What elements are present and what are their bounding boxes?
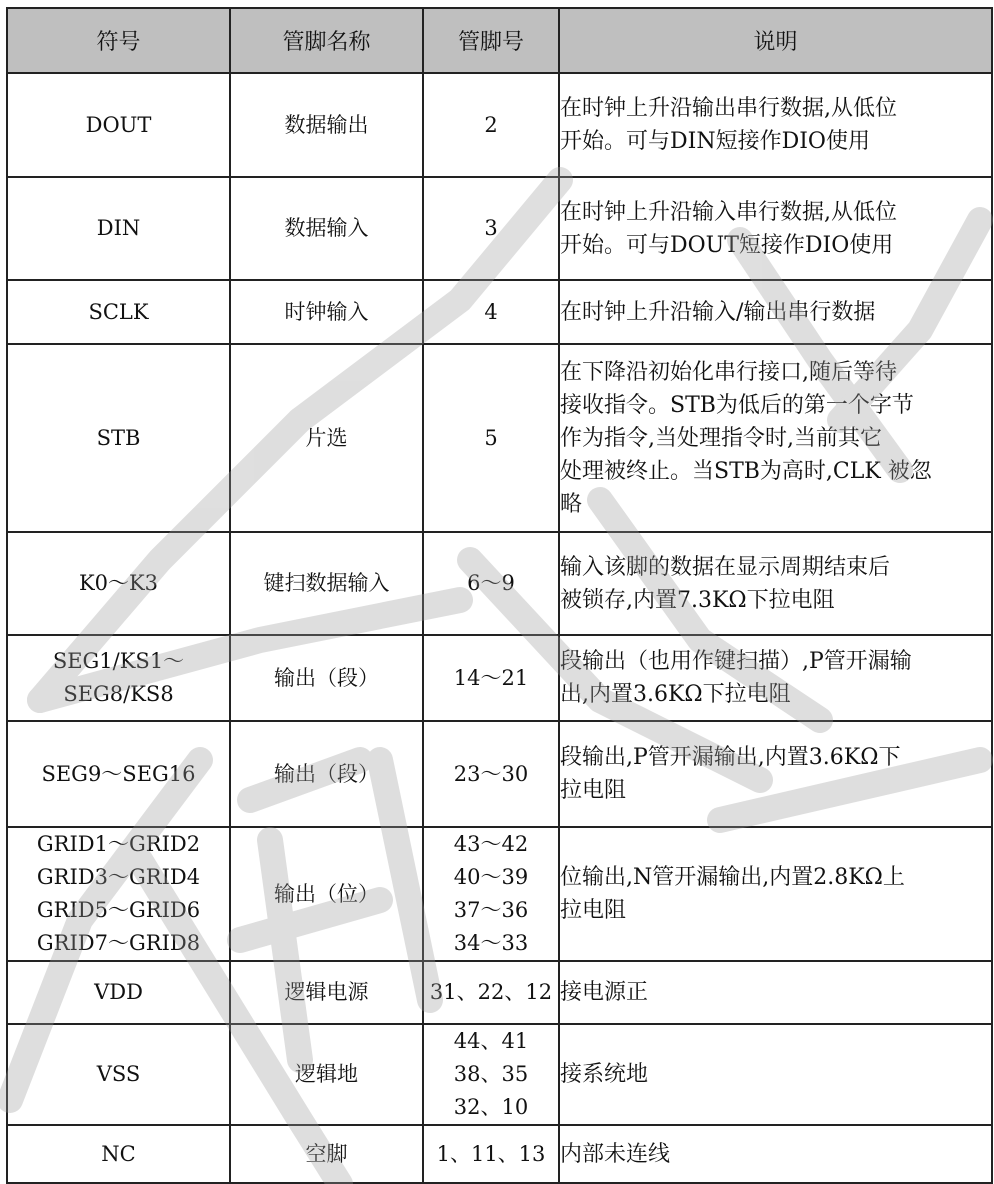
table-row bbox=[7, 344, 992, 532]
description-line: 出,内置3.6KΩ下拉电阻 bbox=[560, 682, 791, 707]
pin-name-cell: 片选 bbox=[230, 344, 423, 532]
description-cell bbox=[559, 961, 992, 1024]
symbol-cell bbox=[7, 1125, 230, 1183]
description-line: 作为指令,当处理指令时,当前其它 bbox=[560, 425, 882, 451]
symbol-line: SEG1/KS1～ bbox=[52, 649, 185, 673]
symbol-cell bbox=[7, 532, 230, 635]
pin-number-cell bbox=[423, 344, 559, 532]
description-line: 接系统地 bbox=[560, 1062, 649, 1087]
pin-number-line: 14～21 bbox=[453, 665, 529, 690]
description-cell bbox=[559, 827, 992, 961]
description-cell bbox=[559, 721, 992, 827]
pin-number-cell bbox=[423, 532, 559, 635]
pin-number-cell bbox=[423, 1125, 559, 1183]
table-row bbox=[7, 280, 992, 344]
pin-number-cell bbox=[423, 73, 559, 177]
symbol-line: SEG8/KS8 bbox=[63, 682, 174, 706]
header-pin-name: 管脚名称 bbox=[230, 8, 423, 73]
description-line: 处理被终止。当STB为高时,CLK 被忽 bbox=[560, 458, 932, 484]
description-cell bbox=[559, 1024, 992, 1125]
symbol-line: GRID7～GRID8 bbox=[36, 931, 201, 955]
description-line: 拉电阻 bbox=[560, 898, 627, 923]
table-row bbox=[7, 1024, 992, 1125]
symbol-cell bbox=[7, 280, 230, 344]
table-row bbox=[7, 73, 992, 177]
pin-number-cell bbox=[423, 721, 559, 827]
header-description: 说明 bbox=[559, 8, 992, 73]
description-line: 位输出,N管开漏输出,内置2.8KΩ上 bbox=[560, 865, 905, 890]
symbol-cell bbox=[7, 177, 230, 280]
pin-name-cell: 逻辑地 bbox=[230, 1024, 423, 1125]
pin-number-cell bbox=[423, 827, 559, 961]
pin-description-table bbox=[6, 7, 993, 1184]
pin-number-cell bbox=[423, 1024, 559, 1125]
header-row bbox=[7, 8, 992, 73]
pin-number-line: 5 bbox=[484, 425, 498, 450]
symbol-line: GRID5～GRID6 bbox=[36, 898, 201, 922]
symbol-cell bbox=[7, 827, 230, 961]
pin-number-cell bbox=[423, 635, 559, 721]
symbol-line: NC bbox=[101, 1141, 136, 1166]
pin-number-line: 6～9 bbox=[467, 571, 515, 595]
description-cell bbox=[559, 73, 992, 177]
description-line: 在时钟上升沿输出串行数据,从低位 bbox=[560, 96, 897, 121]
symbol-line: VDD bbox=[94, 980, 143, 1004]
pin-name-cell: 数据输入 bbox=[230, 177, 423, 280]
description-line: 拉电阻 bbox=[560, 778, 627, 803]
symbol-cell bbox=[7, 721, 230, 827]
description-cell bbox=[559, 280, 992, 344]
description-line: 段输出,P管开漏输出,内置3.6KΩ下 bbox=[560, 745, 901, 770]
pin-number-line: 23～30 bbox=[453, 761, 529, 786]
description-line: 输入该脚的数据在显示周期结束后 bbox=[560, 554, 891, 580]
pin-number-line: 2 bbox=[484, 112, 498, 137]
description-cell bbox=[559, 344, 992, 532]
pin-number-line: 38、35 bbox=[453, 1062, 529, 1086]
description-cell bbox=[559, 177, 992, 280]
symbol-line: GRID3～GRID4 bbox=[36, 865, 201, 889]
table-row bbox=[7, 961, 992, 1024]
symbol-line: GRID1～GRID2 bbox=[36, 832, 201, 856]
description-line: 在时钟上升沿输入串行数据,从低位 bbox=[560, 199, 897, 225]
description-line: 被锁存,内置7.3KΩ下拉电阻 bbox=[560, 587, 835, 613]
pin-name-cell: 输出（段） bbox=[230, 721, 423, 827]
symbol-cell bbox=[7, 344, 230, 532]
symbol-line: SEG9～SEG16 bbox=[41, 761, 196, 786]
pin-number-line: 43～42 bbox=[453, 832, 529, 856]
table-row bbox=[7, 827, 992, 961]
description-cell bbox=[559, 635, 992, 721]
description-line: 接电源正 bbox=[560, 980, 649, 1005]
table-row bbox=[7, 1125, 992, 1183]
description-cell bbox=[559, 1125, 992, 1183]
description-line: 在下降沿初始化串行接口,随后等待 bbox=[560, 359, 897, 385]
pin-number-line: 1、11、13 bbox=[436, 1141, 546, 1166]
pin-number-line: 40～39 bbox=[453, 865, 529, 889]
pin-number-line: 31、22、12 bbox=[429, 980, 553, 1004]
symbol-cell bbox=[7, 73, 230, 177]
pin-number-cell bbox=[423, 177, 559, 280]
pin-number-line: 34～33 bbox=[453, 931, 529, 955]
description-line: 略 bbox=[560, 491, 583, 517]
pin-number-line: 4 bbox=[484, 299, 498, 324]
symbol-line: K0～K3 bbox=[78, 571, 159, 595]
description-line: 段输出（也用作键扫描）,P管开漏输 bbox=[560, 649, 912, 674]
pin-number-line: 44、41 bbox=[453, 1029, 529, 1053]
symbol-line: DOUT bbox=[85, 112, 152, 137]
pin-name-cell: 键扫数据输入 bbox=[230, 532, 423, 635]
table-row bbox=[7, 721, 992, 827]
description-line: 在时钟上升沿输入/输出串行数据 bbox=[560, 299, 876, 325]
header-symbol: 符号 bbox=[7, 8, 230, 73]
pin-number-cell bbox=[423, 280, 559, 344]
symbol-line: DIN bbox=[96, 216, 141, 240]
symbol-cell bbox=[7, 961, 230, 1024]
description-line: 开始。可与DOUT短接作DIO使用 bbox=[560, 232, 894, 258]
pin-number-line: 37～36 bbox=[453, 898, 529, 922]
description-line: 开始。可与DIN短接作DIO使用 bbox=[560, 129, 870, 154]
table-row bbox=[7, 635, 992, 721]
symbol-line: STB bbox=[96, 425, 141, 450]
symbol-cell bbox=[7, 1024, 230, 1125]
header-pin-number: 管脚号 bbox=[423, 8, 559, 73]
symbol-cell bbox=[7, 635, 230, 721]
pin-number-cell bbox=[423, 961, 559, 1024]
pin-number-line: 32、10 bbox=[453, 1095, 529, 1119]
symbol-line: SCLK bbox=[88, 299, 149, 324]
pin-number-line: 3 bbox=[484, 216, 498, 240]
table-row bbox=[7, 177, 992, 280]
description-line: 内部未连线 bbox=[560, 1141, 671, 1167]
pin-name-cell: 空脚 bbox=[230, 1125, 423, 1183]
pin-name-cell: 数据输出 bbox=[230, 73, 423, 177]
pin-name-cell: 输出（位） bbox=[230, 827, 423, 961]
description-cell bbox=[559, 532, 992, 635]
pin-name-cell: 时钟输入 bbox=[230, 280, 423, 344]
pin-name-cell: 输出（段） bbox=[230, 635, 423, 721]
symbol-line: VSS bbox=[96, 1062, 141, 1086]
description-line: 接收指令。STB为低后的第一个字节 bbox=[560, 392, 914, 418]
pin-name-cell: 逻辑电源 bbox=[230, 961, 423, 1024]
table-row bbox=[7, 532, 992, 635]
